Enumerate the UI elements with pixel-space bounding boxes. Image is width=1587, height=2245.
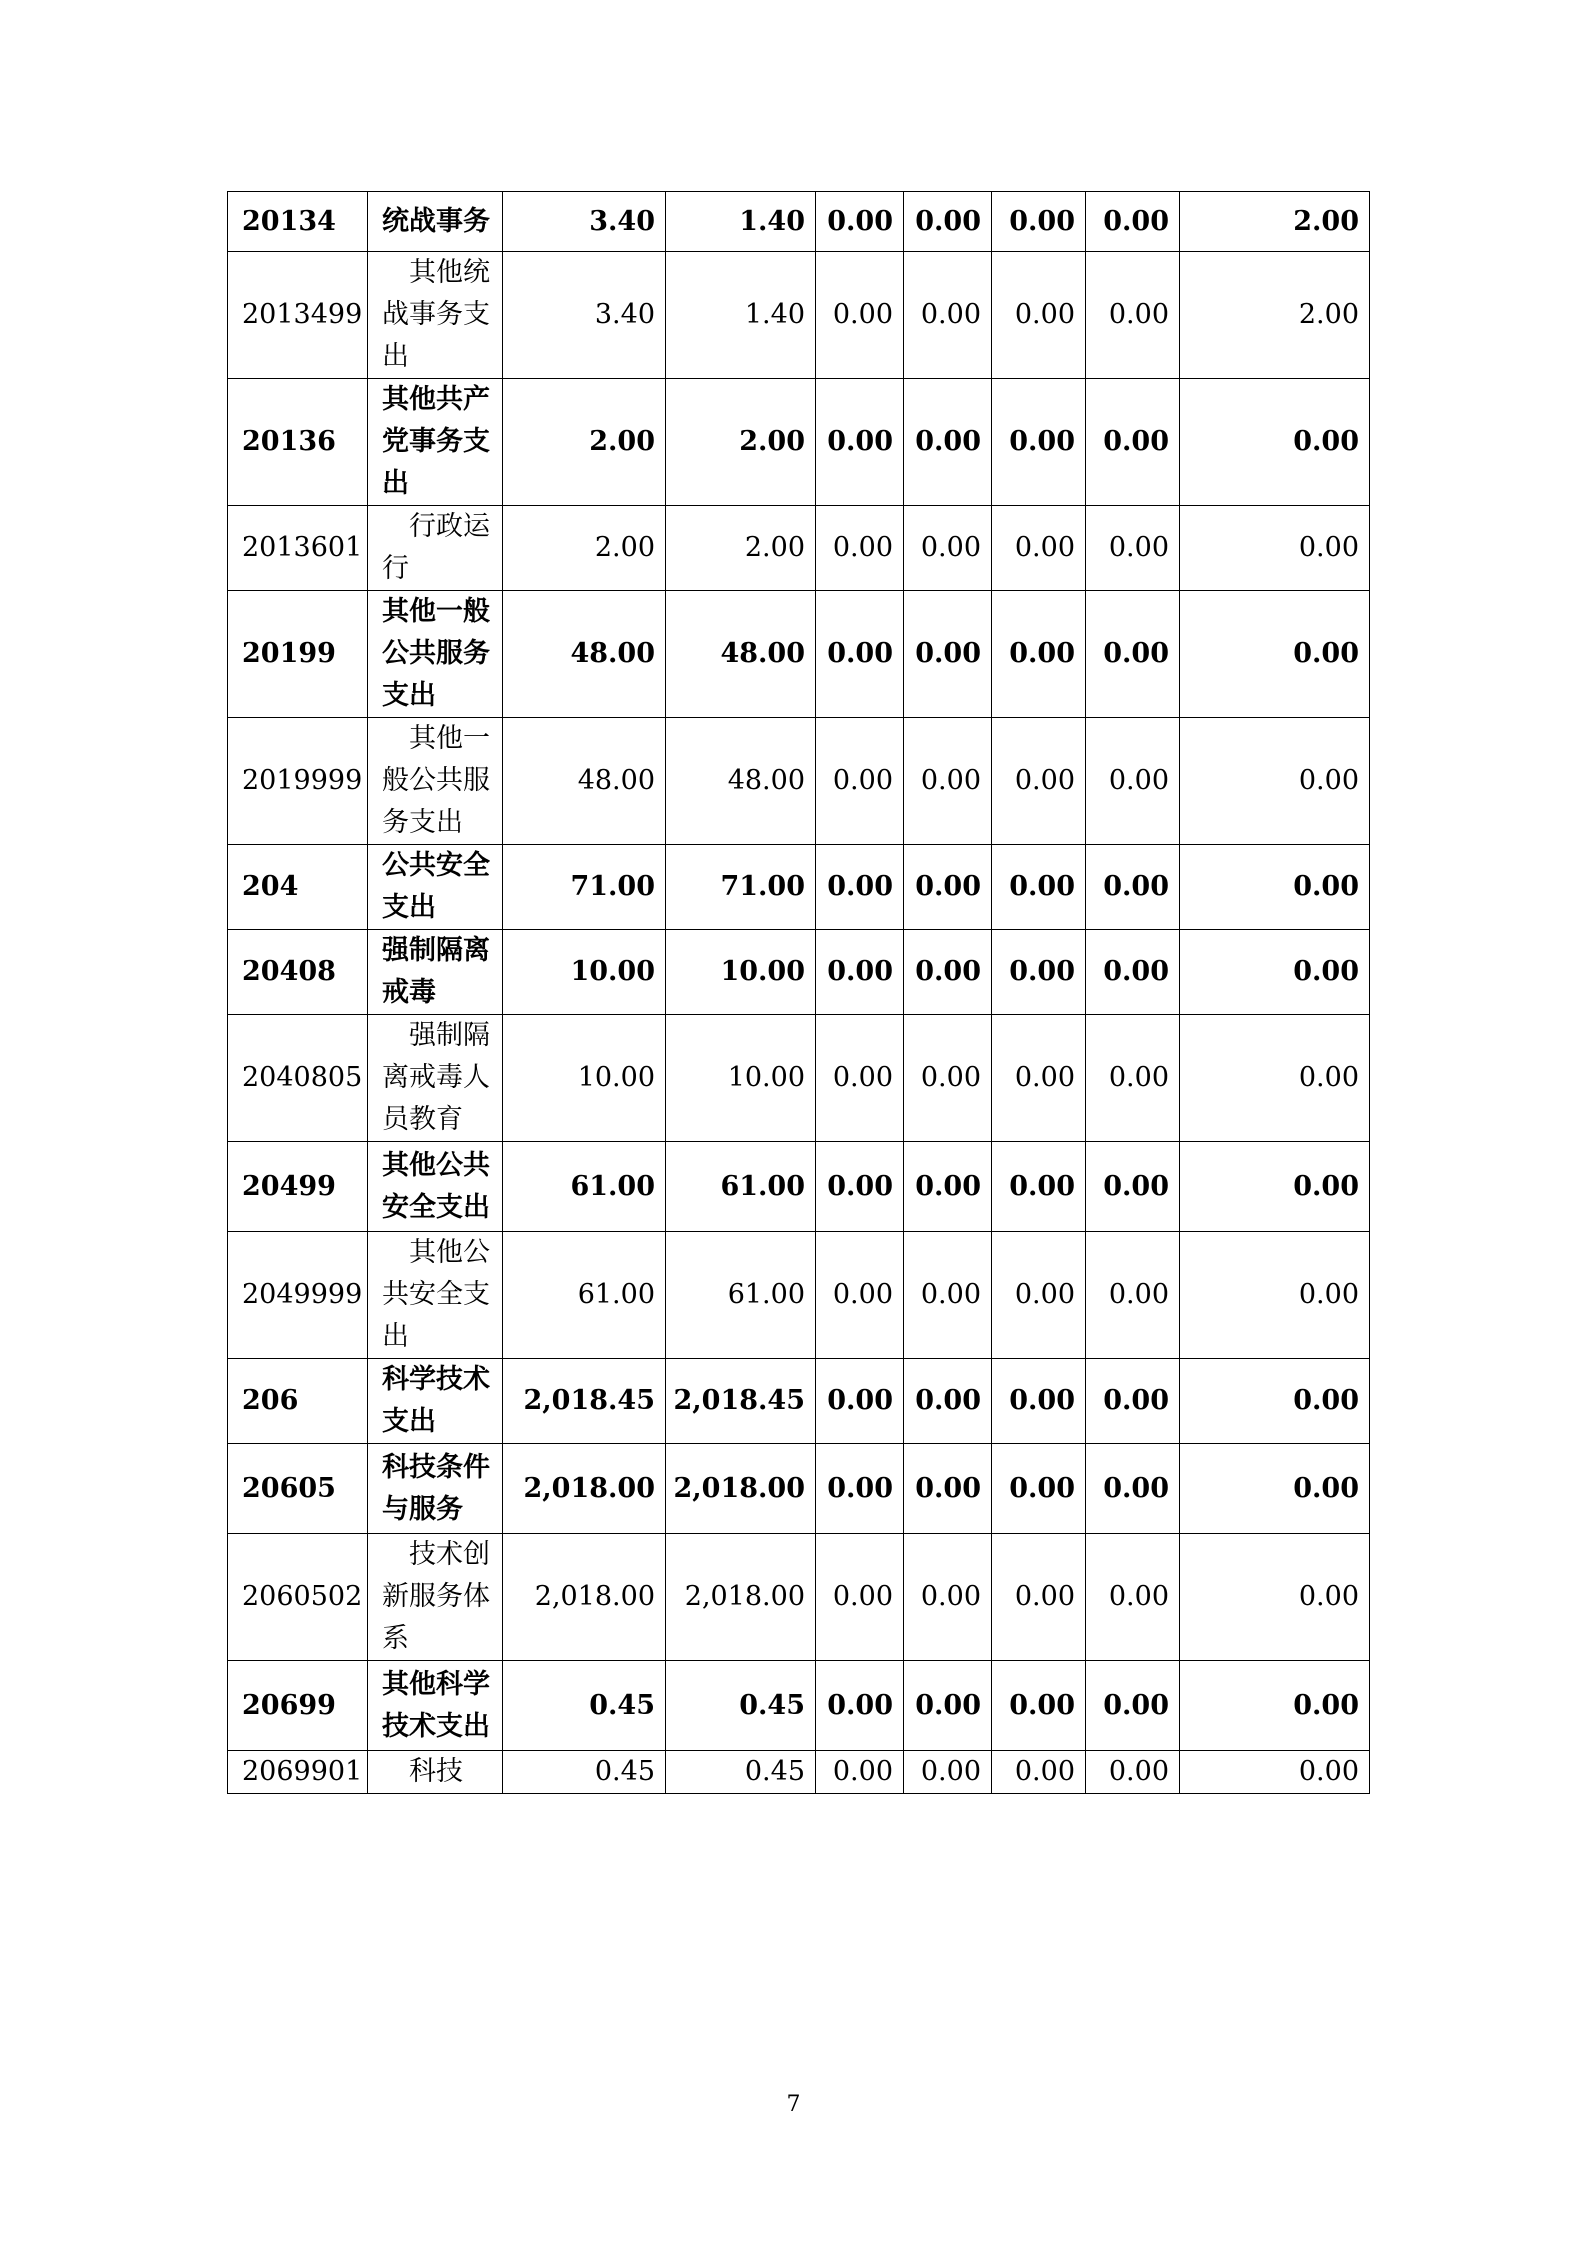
subject-name-cell: 其他一般公共服务支出 [368, 591, 503, 718]
table-body [228, 192, 1370, 1794]
amount-cell: 0.00 [816, 1359, 904, 1444]
amount-cell: 2,018.45 [503, 1359, 666, 1444]
amount-cell: 1.40 [666, 192, 816, 252]
amount-cell: 2.00 [666, 379, 816, 506]
amount-cell: 0.00 [1086, 1534, 1180, 1661]
amount-cell: 0.00 [992, 930, 1086, 1015]
amount-cell: 0.00 [816, 1661, 904, 1751]
table-row [228, 845, 1370, 930]
amount-cell: 0.45 [666, 1661, 816, 1751]
subject-name-cell: 强制隔离戒毒 [368, 930, 503, 1015]
amount-cell: 0.00 [1180, 1015, 1370, 1142]
amount-cell: 10.00 [503, 1015, 666, 1142]
amount-cell: 0.00 [904, 252, 992, 379]
subject-code-cell: 20499 [228, 1142, 368, 1232]
amount-cell: 10.00 [666, 1015, 816, 1142]
amount-cell: 0.00 [816, 1444, 904, 1534]
amount-cell: 0.00 [904, 192, 992, 252]
amount-cell: 2.00 [1180, 192, 1370, 252]
amount-cell: 0.00 [992, 718, 1086, 845]
table-row [228, 379, 1370, 506]
amount-cell: 0.00 [992, 1142, 1086, 1232]
table-row [228, 1444, 1370, 1534]
amount-cell: 0.00 [992, 506, 1086, 591]
amount-cell: 0.00 [992, 1751, 1086, 1794]
amount-cell: 0.00 [992, 1444, 1086, 1534]
amount-cell: 0.00 [816, 1232, 904, 1359]
amount-cell: 0.00 [1086, 1661, 1180, 1751]
amount-cell: 61.00 [666, 1142, 816, 1232]
subject-code-cell: 206 [228, 1359, 368, 1444]
amount-cell: 0.00 [992, 379, 1086, 506]
amount-cell: 0.00 [904, 1015, 992, 1142]
subject-code-cell: 20605 [228, 1444, 368, 1534]
subject-name-cell: 其他一般公共服务支出 [368, 718, 503, 845]
amount-cell: 0.00 [904, 845, 992, 930]
subject-name-cell: 科学技术支出 [368, 1359, 503, 1444]
amount-cell: 0.00 [1086, 192, 1180, 252]
subject-code-cell: 20136 [228, 379, 368, 506]
subject-code-cell: 2013499 [228, 252, 368, 379]
amount-cell: 61.00 [666, 1232, 816, 1359]
amount-cell: 48.00 [503, 718, 666, 845]
subject-code-cell: 2040805 [228, 1015, 368, 1142]
amount-cell: 0.00 [992, 591, 1086, 718]
amount-cell: 0.00 [904, 1232, 992, 1359]
amount-cell: 48.00 [503, 591, 666, 718]
amount-cell: 0.00 [992, 1661, 1086, 1751]
amount-cell: 0.00 [1086, 930, 1180, 1015]
amount-cell: 0.00 [816, 845, 904, 930]
amount-cell: 0.00 [904, 506, 992, 591]
amount-cell: 0.00 [904, 1444, 992, 1534]
amount-cell: 0.00 [1180, 1142, 1370, 1232]
amount-cell: 3.40 [503, 192, 666, 252]
amount-cell: 61.00 [503, 1142, 666, 1232]
amount-cell: 0.00 [1180, 1444, 1370, 1534]
amount-cell: 0.00 [1180, 1232, 1370, 1359]
amount-cell: 2.00 [503, 506, 666, 591]
subject-name-cell: 技术创新服务体系 [368, 1534, 503, 1661]
subject-code-cell: 2049999 [228, 1232, 368, 1359]
subject-code-cell: 20134 [228, 192, 368, 252]
amount-cell: 0.00 [904, 1534, 992, 1661]
table-row [228, 1661, 1370, 1751]
subject-code-cell: 20408 [228, 930, 368, 1015]
amount-cell: 0.00 [1180, 591, 1370, 718]
table-row [228, 718, 1370, 845]
amount-cell: 0.00 [992, 1534, 1086, 1661]
amount-cell: 0.00 [816, 379, 904, 506]
amount-cell: 0.00 [904, 1142, 992, 1232]
amount-cell: 0.00 [1086, 506, 1180, 591]
subject-code-cell: 20699 [228, 1661, 368, 1751]
amount-cell: 0.00 [1086, 1751, 1180, 1794]
amount-cell: 0.00 [1180, 1661, 1370, 1751]
amount-cell: 0.00 [816, 591, 904, 718]
subject-name-cell: 科技条件与服务 [368, 1444, 503, 1534]
table-row [228, 192, 1370, 252]
amount-cell: 0.45 [503, 1751, 666, 1794]
amount-cell: 0.00 [904, 1751, 992, 1794]
amount-cell: 0.00 [1180, 1359, 1370, 1444]
subject-code-cell: 20199 [228, 591, 368, 718]
amount-cell: 0.00 [816, 1015, 904, 1142]
amount-cell: 0.00 [816, 1534, 904, 1661]
amount-cell: 0.00 [1180, 1751, 1370, 1794]
amount-cell: 0.00 [1086, 591, 1180, 718]
amount-cell: 0.00 [816, 192, 904, 252]
subject-name-cell: 行政运行 [368, 506, 503, 591]
table-row [228, 252, 1370, 379]
amount-cell: 10.00 [666, 930, 816, 1015]
amount-cell: 2.00 [666, 506, 816, 591]
amount-cell: 0.45 [503, 1661, 666, 1751]
amount-cell: 0.00 [1086, 1142, 1180, 1232]
amount-cell: 0.00 [1086, 379, 1180, 506]
amount-cell: 0.00 [904, 930, 992, 1015]
amount-cell: 61.00 [503, 1232, 666, 1359]
table-row [228, 1015, 1370, 1142]
subject-code-cell: 204 [228, 845, 368, 930]
amount-cell: 0.00 [992, 845, 1086, 930]
amount-cell: 2,018.45 [666, 1359, 816, 1444]
amount-cell: 0.00 [1086, 718, 1180, 845]
subject-name-cell: 统战事务 [368, 192, 503, 252]
amount-cell: 0.00 [1086, 845, 1180, 930]
subject-name-cell: 强制隔离戒毒人员教育 [368, 1015, 503, 1142]
amount-cell: 1.40 [666, 252, 816, 379]
amount-cell: 0.00 [1180, 718, 1370, 845]
amount-cell: 0.00 [992, 1232, 1086, 1359]
amount-cell: 0.00 [1086, 1359, 1180, 1444]
amount-cell: 0.00 [904, 591, 992, 718]
amount-cell: 0.00 [816, 718, 904, 845]
amount-cell: 0.00 [1086, 1232, 1180, 1359]
amount-cell: 0.00 [816, 1142, 904, 1232]
table-row [228, 1534, 1370, 1661]
table-row [228, 1359, 1370, 1444]
amount-cell: 2,018.00 [666, 1534, 816, 1661]
amount-cell: 0.00 [992, 192, 1086, 252]
table-row [228, 1142, 1370, 1232]
amount-cell: 0.00 [816, 1751, 904, 1794]
subject-name-cell: 其他科学技术支出 [368, 1661, 503, 1751]
table-row [228, 1232, 1370, 1359]
amount-cell: 0.00 [816, 930, 904, 1015]
amount-cell: 10.00 [503, 930, 666, 1015]
amount-cell: 0.00 [1180, 930, 1370, 1015]
amount-cell: 0.00 [1086, 252, 1180, 379]
subject-name-cell: 其他公共安全支出 [368, 1142, 503, 1232]
amount-cell: 0.00 [904, 718, 992, 845]
amount-cell: 2,018.00 [503, 1534, 666, 1661]
amount-cell: 0.45 [666, 1751, 816, 1794]
amount-cell: 0.00 [1086, 1015, 1180, 1142]
amount-cell: 0.00 [1180, 845, 1370, 930]
budget-table [227, 191, 1370, 1794]
table-row [228, 930, 1370, 1015]
subject-name-cell: 其他统战事务支出 [368, 252, 503, 379]
subject-name-cell: 其他共产党事务支出 [368, 379, 503, 506]
subject-name-cell: 科技 [368, 1751, 503, 1794]
page-number: 7 [786, 2092, 801, 2117]
subject-code-cell: 2069901 [228, 1751, 368, 1794]
amount-cell: 0.00 [816, 252, 904, 379]
amount-cell: 71.00 [666, 845, 816, 930]
amount-cell: 0.00 [904, 1661, 992, 1751]
amount-cell: 48.00 [666, 591, 816, 718]
amount-cell: 2.00 [1180, 252, 1370, 379]
subject-name-cell: 公共安全支出 [368, 845, 503, 930]
table-row [228, 506, 1370, 591]
amount-cell: 0.00 [992, 252, 1086, 379]
amount-cell: 3.40 [503, 252, 666, 379]
subject-name-cell: 其他公共安全支出 [368, 1232, 503, 1359]
amount-cell: 2,018.00 [503, 1444, 666, 1534]
amount-cell: 48.00 [666, 718, 816, 845]
amount-cell: 0.00 [904, 1359, 992, 1444]
table-row [228, 1751, 1370, 1794]
subject-code-cell: 2060502 [228, 1534, 368, 1661]
table-row [228, 591, 1370, 718]
amount-cell: 0.00 [1180, 506, 1370, 591]
amount-cell: 0.00 [816, 506, 904, 591]
subject-code-cell: 2013601 [228, 506, 368, 591]
amount-cell: 0.00 [1180, 379, 1370, 506]
amount-cell: 0.00 [1180, 1534, 1370, 1661]
amount-cell: 2.00 [503, 379, 666, 506]
subject-code-cell: 2019999 [228, 718, 368, 845]
amount-cell: 0.00 [904, 379, 992, 506]
amount-cell: 0.00 [992, 1359, 1086, 1444]
amount-cell: 71.00 [503, 845, 666, 930]
amount-cell: 0.00 [1086, 1444, 1180, 1534]
amount-cell: 2,018.00 [666, 1444, 816, 1534]
amount-cell: 0.00 [992, 1015, 1086, 1142]
